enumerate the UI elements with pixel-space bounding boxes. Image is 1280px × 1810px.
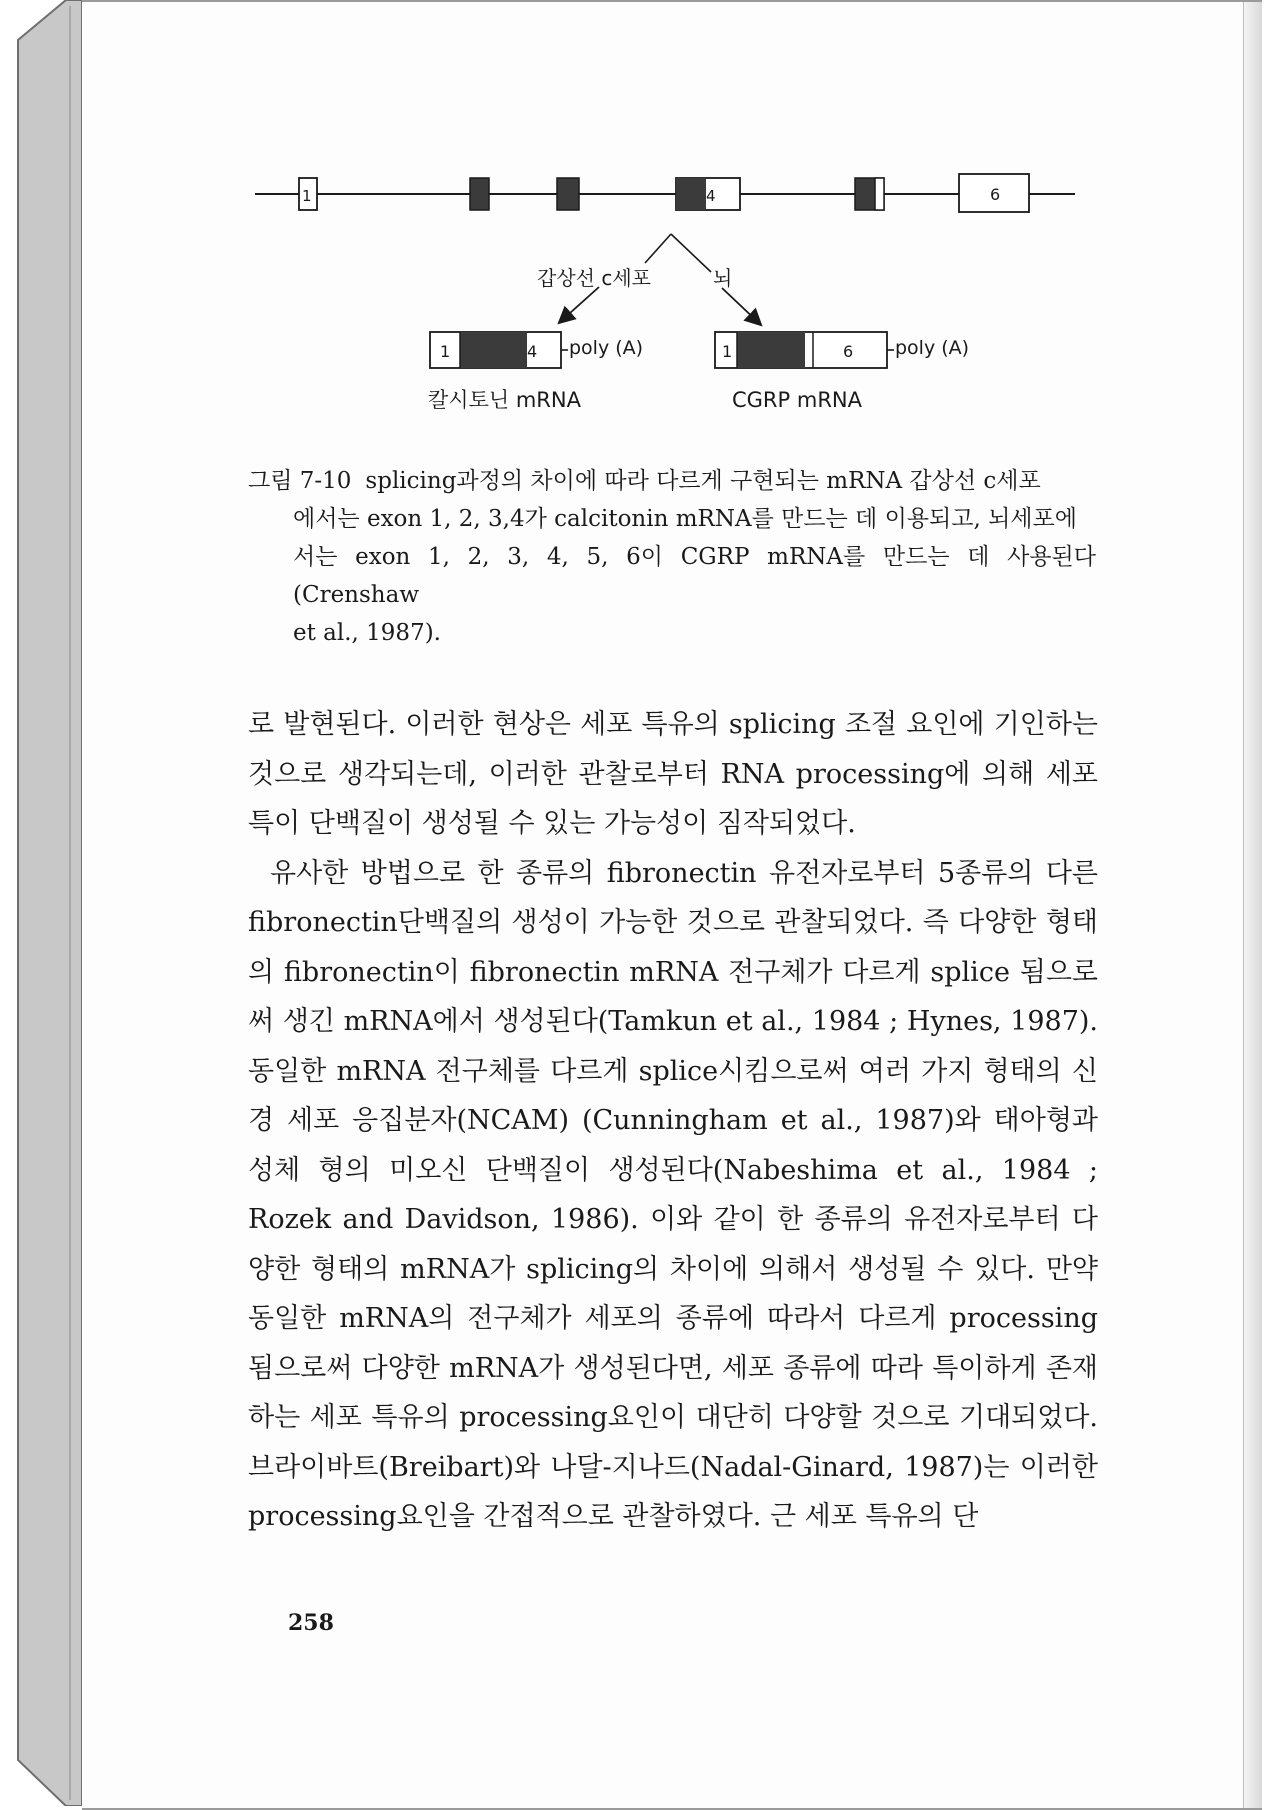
body-text [248,700,1098,1542]
calcitonin-mrna-label: 칼시토닌 mRNA [428,388,581,412]
calcitonin-exon-1-label: 1 [440,342,451,361]
cgrp-polya-label: poly (A) [895,337,970,359]
calcitonin-exon-4-label: 4 [527,342,538,361]
figure-number: 그림 7-10 [248,468,352,494]
exon-1-label: 1 [302,187,312,205]
caption-line-2: 에서는 exon 1, 2, 3,4가 calcitonin mRNA를 만드는 데 이용되고, 뇌세포에 [293,506,1077,532]
calcitonin-polya-label: poly (A) [569,337,644,359]
brain-label: 뇌 [713,266,733,290]
cgrp-exon-6-label: 6 [843,342,854,361]
exon-4-label: 4 [706,187,716,205]
book-spine [0,0,82,1806]
caption-line-3: 서는 exon 1, 2, 3, 4, 5, 6이 CGRP mRNA를 만드는 데 사용된다(Crenshaw [293,544,1096,608]
cgrp-exon-1-label: 1 [722,342,733,361]
cgrp-mrna-label: CGRP mRNA [732,388,862,412]
exon-6-label: 6 [990,185,1001,204]
arrow-left [560,287,599,322]
exon-2 [470,178,489,210]
page-number: 258 [288,1610,334,1636]
page-edge-shadow [1243,2,1262,1808]
arrow-right [722,288,760,324]
paragraph-1: 로 발현된다. 이러한 현상은 세포 특유의 splicing 조절 요인에 기인하는 것으로 생각되는데, 이러한 관찰로부터 RNA processing에 의해 세포 특이 단백질이 생성될 수 있는 가능성이 짐작되었다. [248,709,1098,839]
exon-3 [557,178,579,210]
splicing-diagram [235,160,1095,430]
paragraph-2: 유사한 방법으로 한 종류의 fibronectin 유전자로부터 5종류의 다른 fibronectin단백질의 생성이 가능한 것으로 관찰되었다. 즉 다양한 형태의 fibronectin이 fibronectin mRNA 전구체가 다르게 splice 됨으로써 생긴 mRNA에서 생성된다(Tamkun et al., 1984 ; Hynes, 1987). 동일한 mRNA 전구체를 다르게 splice시킴으로써 여러 가지 형태의 신경 세포 응집분자(NCAM) (Cunningham et al., 1987)와 태아형과 성체 형의 미오신 단백질이 생성된다(Nabeshima et al., 1984 ; Rozek and Davidson, 1986). 이와 같이 한 종류의 유전자로부터 다양한 형태의 mRNA가 splicing의 차이에 의해서 생성될 수 있다. 만약 동일한 mRNA의 전구체가 세포의 종류에 따라서 다르게 processing 됨으로써 다양한 mRNA가 생성된다면, 세포 종류에 따라 특이하게 존재하는 세포 특유의 processing요인이 대단히 다양할 것으로 기대되었다. 브라이바트(Breibart)와 나달-지나드(Nadal-Ginard, 1987)는 이러한 processing요인을 간접적으로 관찰하였다. 근 세포 특유의 단 [248,857,1098,1532]
split-line-right [671,234,711,272]
exon-4-shaded [676,178,706,210]
thyroid-c-cell-label: 갑상선 c세포 [537,266,651,290]
caption-line-1: splicing과정의 차이에 따라 다르게 구현되는 mRNA 갑상선 c세포 [365,468,1041,494]
split-line-left [645,234,671,263]
figure-caption [248,462,1096,652]
caption-line-4: et al., 1987). [293,620,441,646]
